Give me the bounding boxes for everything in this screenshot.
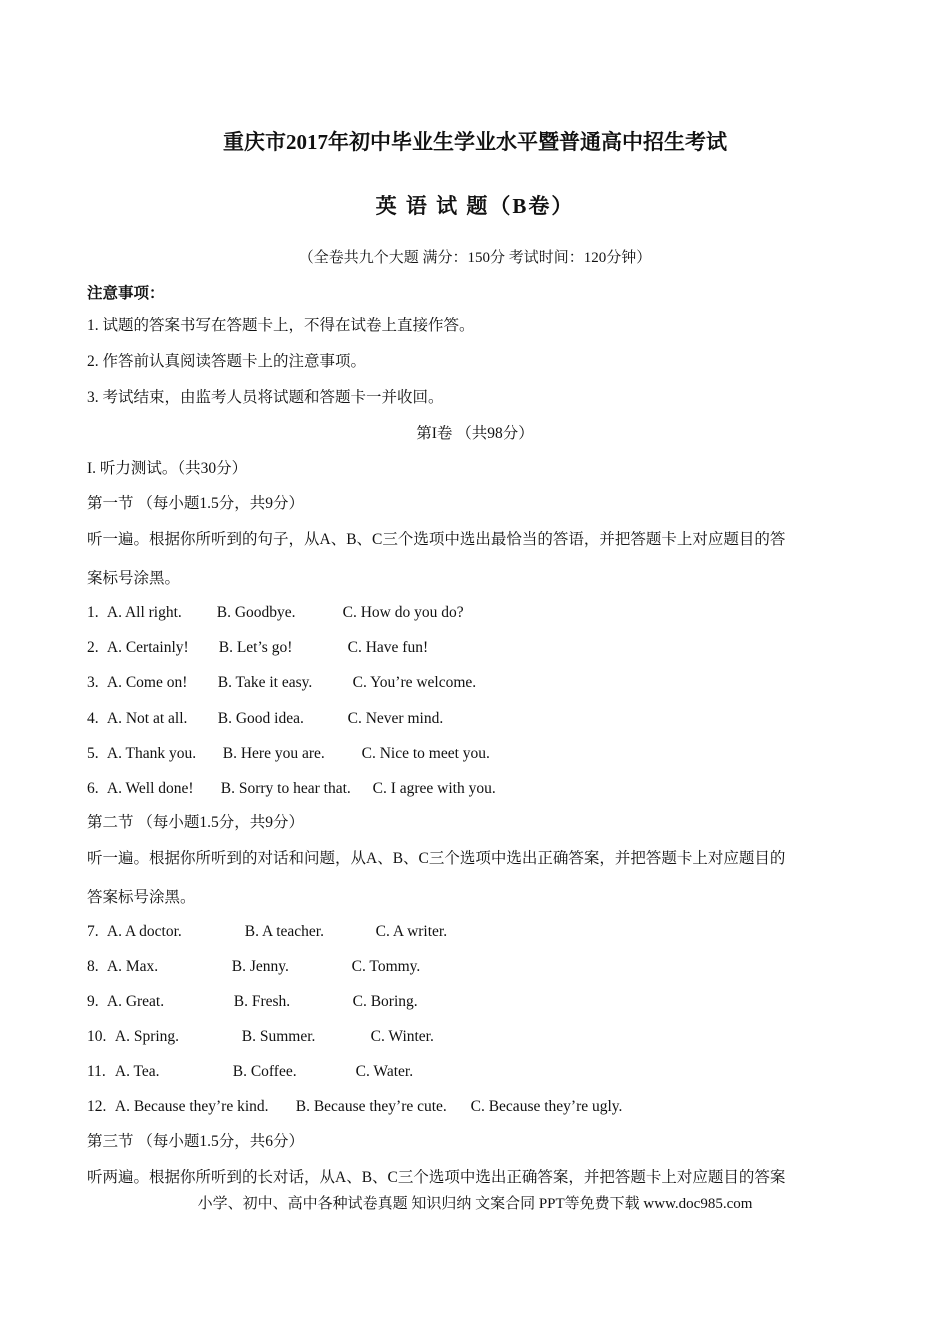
option-c: C. A writer. [375, 923, 448, 940]
s1-instruction-line2: 案标号涂黑。 [87, 570, 181, 587]
question-number: 12. [87, 1098, 107, 1115]
option-c: C. Water. [355, 1063, 414, 1080]
option-b: B. Jenny. [231, 958, 289, 975]
option-a: A. Great. [106, 993, 165, 1010]
option-b: B. Let’s go! [218, 639, 293, 656]
question-number: 6. [87, 780, 99, 797]
s1-instruction-line1: 听一遍。根据你所听到的句子，从A、B、C三个选项中选出最恰当的答语，并把答题卡上对应题目的答 [87, 531, 786, 548]
question-number: 4. [87, 710, 99, 727]
option-b: B. Good idea. [217, 710, 304, 727]
question-12 [87, 1097, 877, 1117]
option-a: A. Max. [106, 958, 159, 975]
exam-subtitle: 英 语 试 题（B卷） [375, 194, 575, 218]
option-a: A. Come on! [106, 674, 188, 691]
s2-instruction-line2: 答案标号涂黑。 [87, 889, 196, 906]
option-c: C. Tommy. [351, 958, 421, 975]
notice-heading: 注意事项： [87, 285, 165, 302]
notice-item-3: 3. 考试结束，由监考人员将试题和答题卡一并收回。 [87, 389, 444, 406]
option-a: A. Certainly! [106, 639, 189, 656]
s2-instruction-line1: 听一遍。根据你所听到的对话和问题，从A、B、C三个选项中选出正确答案，并把答题卡上对应题目的 [87, 850, 786, 867]
question-10 [87, 1027, 877, 1047]
question-number: 2. [87, 639, 99, 656]
question-7 [87, 922, 877, 942]
option-c: C. How do you do? [342, 604, 464, 621]
question-number: 11. [87, 1063, 106, 1080]
option-a: A. All right. [106, 604, 182, 621]
option-b: B. Goodbye. [216, 604, 296, 621]
option-a: A. A doctor. [106, 923, 182, 940]
option-c: C. Nice to meet you. [361, 745, 490, 762]
option-a: A. Because they’re kind. [114, 1098, 269, 1115]
option-b: B. Sorry to hear that. [220, 780, 351, 797]
question-4 [87, 709, 877, 729]
s3-instruction-line1: 听两遍。根据你所听到的长对话，从A、B、C三个选项中选出正确答案，并把答题卡上对应题目的答案 [87, 1169, 786, 1186]
option-c: C. Have fun! [347, 639, 429, 656]
question-11 [87, 1062, 877, 1082]
option-c: C. I agree with you. [372, 780, 496, 797]
question-8 [87, 957, 877, 977]
option-a: A. Tea. [114, 1063, 160, 1080]
option-b: B. Because they’re cute. [295, 1098, 447, 1115]
option-a: A. Spring. [114, 1028, 180, 1045]
s1-title: 第一节 （每小题1.5分，共9分） [87, 495, 305, 512]
question-6 [87, 779, 877, 799]
option-a: A. Well done! [106, 780, 194, 797]
option-b: B. Coffee. [232, 1063, 297, 1080]
option-c: C. Winter. [370, 1028, 434, 1045]
option-c: C. You’re welcome. [352, 674, 477, 691]
s2-title: 第二节 （每小题1.5分，共9分） [87, 814, 305, 831]
question-number: 8. [87, 958, 99, 975]
option-c: C. Because they’re ugly. [470, 1098, 623, 1115]
option-c: C. Boring. [352, 993, 418, 1010]
option-b: B. A teacher. [244, 923, 324, 940]
part-heading: 第I卷 （共98分） [416, 425, 534, 442]
question-number: 10. [87, 1028, 107, 1045]
page-footer: 小学、初中、高中各种试卷真题 知识归纳 文案合同 PPT等免费下载 www.doc985.com [197, 1196, 753, 1212]
question-number: 5. [87, 745, 99, 762]
question-3 [87, 673, 877, 693]
question-number: 7. [87, 923, 99, 940]
notice-item-1: 1. 试题的答案书写在答题卡上，不得在试卷上直接作答。 [87, 317, 475, 334]
question-number: 1. [87, 604, 99, 621]
question-5 [87, 744, 877, 764]
option-b: B. Here you are. [222, 745, 325, 762]
option-a: A. Not at all. [106, 710, 188, 727]
question-number: 9. [87, 993, 99, 1010]
option-b: B. Take it easy. [217, 674, 313, 691]
option-b: B. Summer. [241, 1028, 316, 1045]
s3-title: 第三节 （每小题1.5分，共6分） [87, 1133, 305, 1150]
question-number: 3. [87, 674, 99, 691]
section-title: I. 听力测试。（共30分） [87, 460, 248, 477]
exam-title: 重庆市2017年初中毕业生学业水平暨普通高中招生考试 [223, 130, 727, 154]
question-2 [87, 638, 877, 658]
question-1 [87, 603, 877, 623]
notice-item-2: 2. 作答前认真阅读答题卡上的注意事项。 [87, 353, 367, 370]
exam-info: （全卷共九个大题 满分：150分 考试时间：120分钟） [298, 250, 652, 266]
option-a: A. Thank you. [106, 745, 197, 762]
option-b: B. Fresh. [233, 993, 291, 1010]
question-9 [87, 992, 877, 1012]
option-c: C. Never mind. [347, 710, 444, 727]
